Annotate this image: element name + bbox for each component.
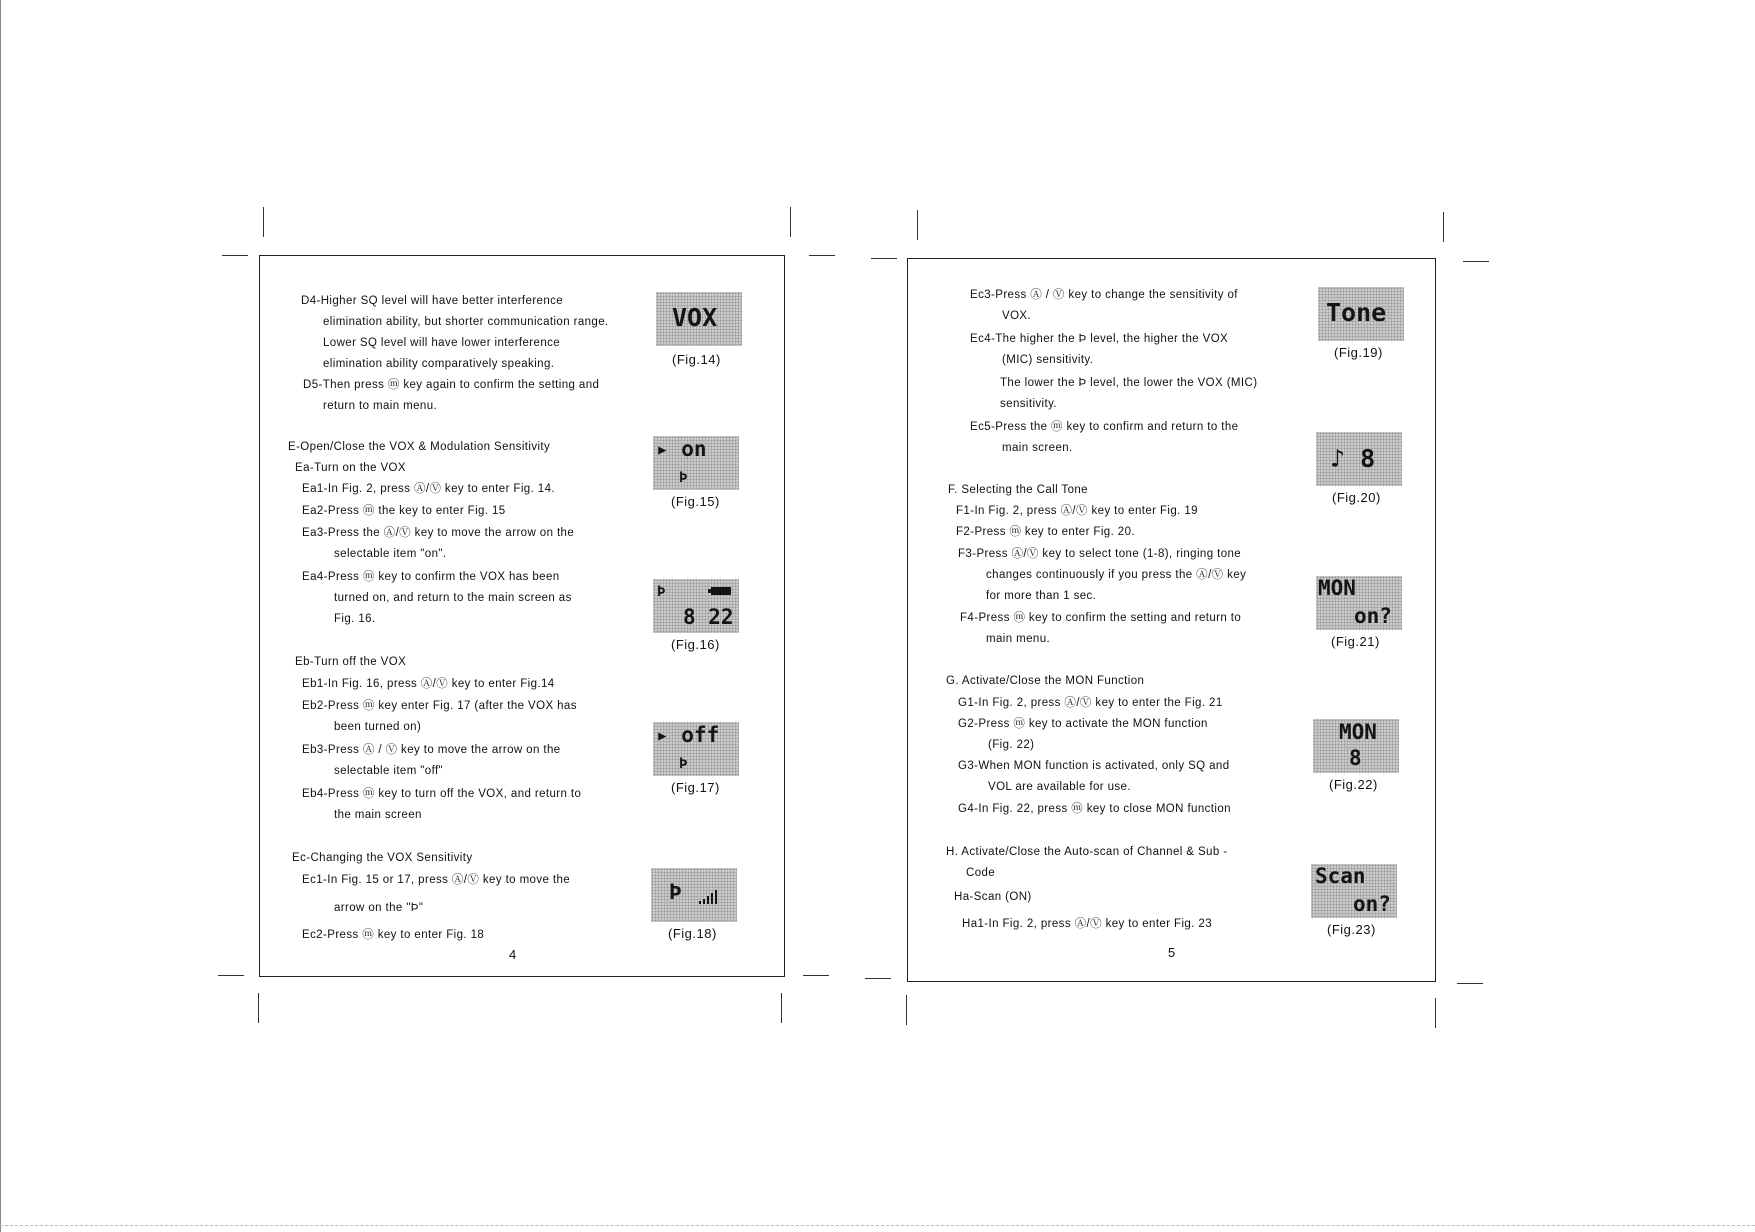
scan-bottom-edge: [0, 1225, 1755, 1226]
crop-mark: [790, 207, 791, 237]
text-line: turned on, and return to the main screen as: [334, 592, 572, 604]
text-line: main menu.: [986, 633, 1051, 645]
lcd-display-fig14: VOX: [656, 292, 742, 346]
text-line: return to main menu.: [323, 400, 438, 412]
text-line: changes continuously if you press the Ⓐ/Ⓥ key: [986, 569, 1247, 581]
subsection-heading: Ea-Turn on the VOX: [295, 462, 406, 474]
subsection-heading: Ec-Changing the VOX Sensitivity: [292, 852, 473, 864]
text-line: for more than 1 sec.: [986, 590, 1097, 602]
lcd-display-fig20: ♪ 8: [1316, 432, 1402, 486]
text-line: The lower the Þ level, the lower the VOX (MIC): [1000, 377, 1258, 389]
text-line: Ea2-Press ⓜ the key to enter Fig. 15: [302, 505, 506, 517]
manual-page-left: [259, 255, 785, 977]
figure-caption: (Fig.14): [672, 352, 721, 367]
crop-mark: [917, 210, 918, 240]
section-heading: G. Activate/Close the MON Function: [946, 675, 1145, 687]
crop-mark: [1463, 261, 1489, 262]
text-line: F1-In Fig. 2, press Ⓐ/Ⓥ key to enter Fig. 19: [956, 505, 1198, 517]
text-line: D4-Higher SQ level will have better interference: [301, 295, 564, 307]
text-line: Eb2-Press ⓜ key enter Fig. 17 (after the VOX has: [302, 700, 577, 712]
crop-mark: [218, 975, 244, 976]
lcd-display-fig19: Tone: [1318, 287, 1404, 341]
text-line: selectable item "on".: [334, 548, 447, 560]
figure-caption: (Fig.16): [671, 637, 720, 652]
lcd-display-fig23: Scan on?: [1311, 864, 1397, 918]
text-line: (MIC) sensitivity.: [1002, 354, 1094, 366]
text-line: G4-In Fig. 22, press ⓜ key to close MON function: [958, 803, 1231, 815]
crop-mark: [781, 993, 782, 1023]
text-line: F3-Press Ⓐ/Ⓥ key to select tone (1-8), ringing tone: [958, 548, 1242, 560]
text-line: arrow on the "Þ": [334, 902, 424, 914]
crop-mark: [263, 207, 264, 237]
text-line: Fig. 16.: [334, 613, 376, 625]
text-line: Ec3-Press Ⓐ / Ⓥ key to change the sensitivity of: [970, 289, 1238, 301]
text-line: Ec5-Press the ⓜ key to confirm and return to the: [970, 421, 1239, 433]
lcd-display-fig18: Þ: [651, 868, 737, 922]
crop-mark: [809, 255, 835, 256]
figure-caption: (Fig.17): [671, 780, 720, 795]
text-line: (Fig. 22): [988, 739, 1035, 751]
battery-icon: [711, 587, 731, 595]
text-line: Eb4-Press ⓜ key to turn off the VOX, and return to: [302, 788, 582, 800]
crop-mark: [906, 995, 907, 1025]
crop-mark: [871, 258, 897, 259]
text-line: been turned on): [334, 721, 422, 733]
lcd-display-fig17: ▸ off Þ: [653, 722, 739, 776]
figure-caption: (Fig.15): [671, 494, 720, 509]
text-line: VOX.: [1002, 310, 1032, 322]
page-number: 4: [509, 947, 517, 962]
text-line: Ea3-Press the Ⓐ/Ⓥ key to move the arrow on the: [302, 527, 575, 539]
text-line: Ea1-In Fig. 2, press Ⓐ/Ⓥ key to enter Fig. 14.: [302, 483, 555, 495]
section-heading: E-Open/Close the VOX & Modulation Sensitivity: [288, 441, 551, 453]
text-line: main screen.: [1002, 442, 1073, 454]
figure-caption: (Fig.19): [1334, 345, 1383, 360]
text-line: F2-Press ⓜ key to enter Fig. 20.: [956, 526, 1135, 538]
text-line: G1-In Fig. 2, press Ⓐ/Ⓥ key to enter the Fig. 21: [958, 697, 1223, 709]
text-line: sensitivity.: [1000, 398, 1057, 410]
lcd-display-fig16: Þ 8 22: [653, 579, 739, 633]
crop-mark: [1443, 212, 1444, 242]
figure-caption: (Fig.23): [1327, 922, 1376, 937]
crop-mark: [222, 255, 248, 256]
subsection-heading: Ha-Scan (ON): [954, 891, 1032, 903]
text-line: G3-When MON function is activated, only SQ and: [958, 760, 1230, 772]
text-line: Ec1-In Fig. 15 or 17, press Ⓐ/Ⓥ key to move the: [302, 874, 571, 886]
lcd-display-fig21: MON on?: [1316, 576, 1402, 630]
section-heading: H. Activate/Close the Auto-scan of Channel & Sub -: [946, 846, 1228, 858]
crop-mark: [803, 975, 829, 976]
text-line: the main screen: [334, 809, 422, 821]
text-line: D5-Then press ⓜ key again to confirm the setting and: [303, 379, 600, 391]
sheet-left-edge: [0, 0, 1, 1232]
text-line: Lower SQ level will have lower interference: [323, 337, 561, 349]
figure-caption: (Fig.20): [1332, 490, 1381, 505]
text-line: elimination ability, but shorter communication range.: [323, 316, 609, 328]
figure-caption: (Fig.22): [1329, 777, 1378, 792]
text-line: Eb1-In Fig. 16, press Ⓐ/Ⓥ key to enter Fig.14: [302, 678, 555, 690]
signal-bars-icon: [699, 890, 717, 904]
text-line: F4-Press ⓜ key to confirm the setting and return to: [960, 612, 1242, 624]
crop-mark: [1435, 998, 1436, 1028]
text-line: Code: [966, 867, 996, 879]
text-line: G2-Press ⓜ key to activate the MON function: [958, 718, 1208, 730]
lcd-display-fig22: MON 8: [1313, 719, 1399, 773]
page-number: 5: [1168, 945, 1176, 960]
figure-caption: (Fig.21): [1331, 634, 1380, 649]
text-line: VOL are available for use.: [988, 781, 1131, 793]
subsection-heading: Eb-Turn off the VOX: [295, 656, 407, 668]
crop-mark: [258, 993, 259, 1023]
manual-page-right: [907, 258, 1436, 982]
crop-mark: [1457, 983, 1483, 984]
figure-caption: (Fig.18): [668, 926, 717, 941]
text-line: selectable item "off": [334, 765, 444, 777]
text-line: Ec4-The higher the Þ level, the higher the VOX: [970, 333, 1229, 345]
section-heading: F. Selecting the Call Tone: [948, 484, 1088, 496]
text-line: Eb3-Press Ⓐ / Ⓥ key to move the arrow on the: [302, 744, 561, 756]
text-line: Ec2-Press ⓜ key to enter Fig. 18: [302, 929, 485, 941]
lcd-display-fig15: ▸ on Þ: [653, 436, 739, 490]
text-line: Ha1-In Fig. 2, press Ⓐ/Ⓥ key to enter Fig. 23: [962, 918, 1213, 930]
crop-mark: [865, 978, 891, 979]
text-line: Ea4-Press ⓜ key to confirm the VOX has been: [302, 571, 560, 583]
text-line: elimination ability comparatively speaking.: [323, 358, 555, 370]
